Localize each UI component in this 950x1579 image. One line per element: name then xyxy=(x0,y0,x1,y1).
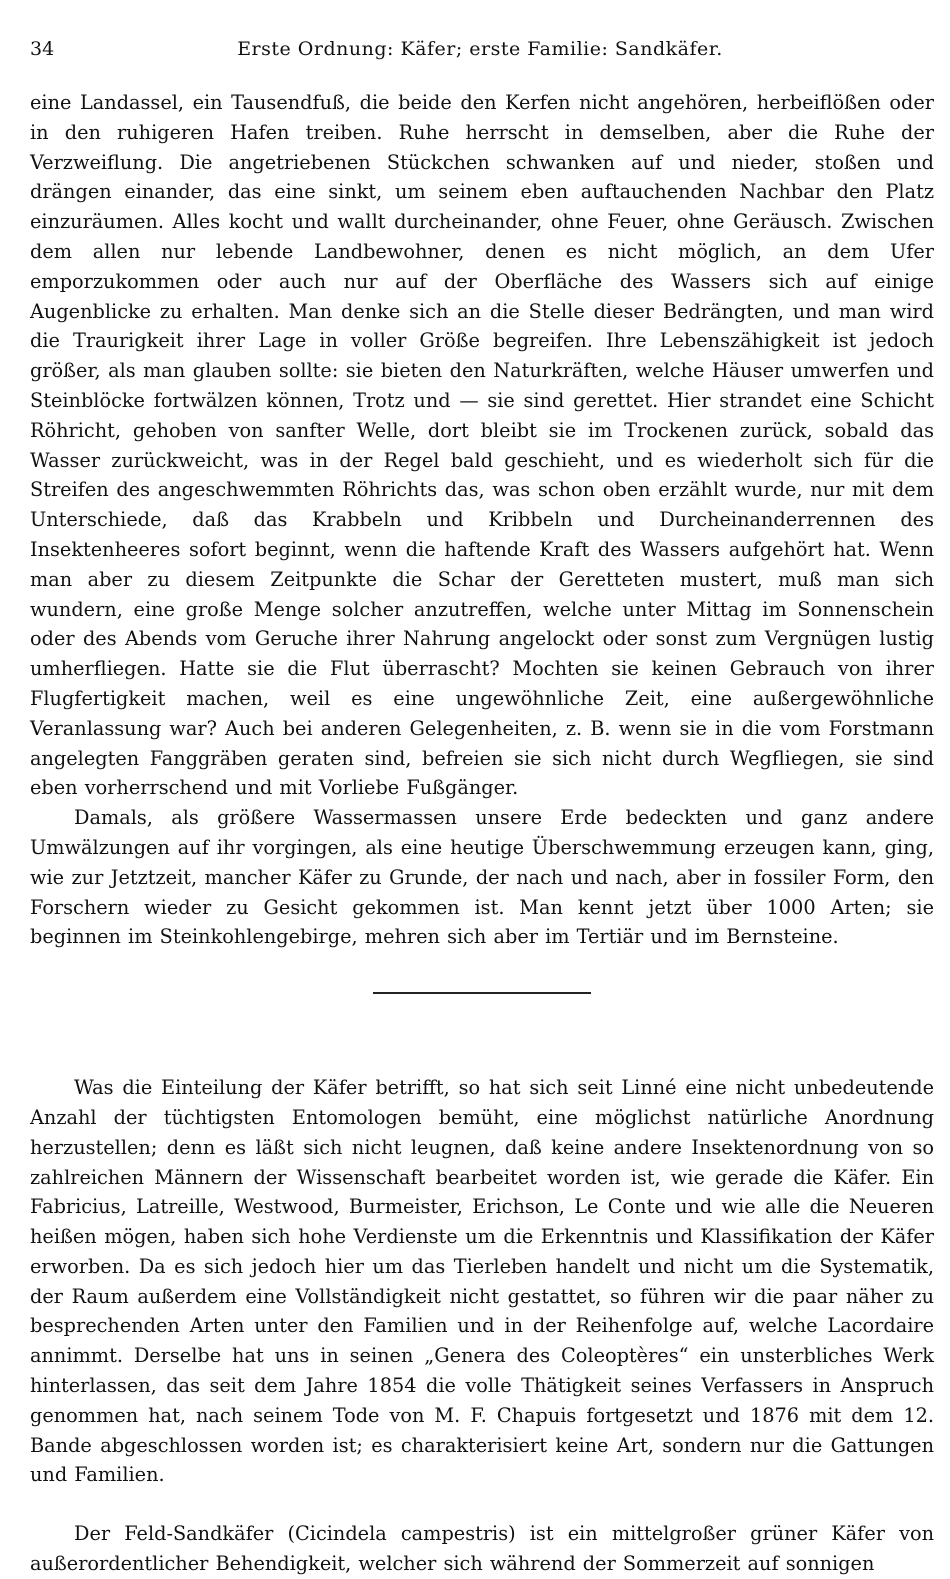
paragraph-flood-survivors: eine Landassel, ein Tausendfuß, die beide den Kerfen nicht angehören, herbeiflößen oder in den ruhigeren Hafen treiben. Ruhe herrscht in demselben, aber die Ruhe der Verzweiflung. Die angetriebenen Stückchen schwanken auf und nieder, stoßen und drängen einander, das eine sinkt, um seinem eben auftauchenden Nachbar den Platz einzuräumen. Alles kocht und wallt durcheinander, ohne Feuer, ohne Geräusch. Zwischen dem allen nur lebende Landbewohner, denen es nicht möglich, an dem Ufer emporzukommen oder auch nur auf der Oberfläche des Wassers sich auf einige Augenblicke zu erhalten. Man denke sich an die Stelle dieser Bedrängten, und man wird die Traurigkeit ihrer Lage in voller Größe begreifen. Ihre Lebenszähigkeit ist jedoch größer, als man glauben sollte: sie bieten den Naturkräften, welche Häuser umwerfen und Steinblöcke fortwälzen können, Trotz und — sie sind gerettet. Hier strandet eine Schicht Röhricht, gehoben von sanfter Welle, dort bleibt sie im Trockenen zurück, sobald das Wasser zurückweicht, was in der Regel bald geschieht, und es wiederholt sich für die Streifen des angeschwemmten Röhrichts das, was schon oben erzählt wurde, nur mit dem Unterschiede, daß das Krabbeln und Kribbeln und Durcheinanderrennen des Insektenheeres sofort beginnt, wenn die haftende Kraft des Wassers aufgehört hat. Wenn man aber zu diesem Zeitpunkte die Schar der Geretteten mustert, muß man sich wundern, eine große Menge solcher anzutreffen, welche unter Mittag im Sonnenschein oder des Abends vom Geruche ihrer Nahrung angelockt oder sonst zum Vergnügen lustig umherfliegen. Hatte sie die Flut überrascht? Mochten sie keinen Gebrauch von ihrer Flugfertigkeit machen, weil es eine ungewöhnliche Zeit, eine außergewöhnliche Veranlassung war? Auch bei anderen Gelegenheiten, z. B. wenn sie in die vom Forstmann angelegten Fanggräben geraten sind, befreien sie sich nicht durch Wegfliegen, sie sind eben vorherrschend und mit Vorliebe Fußgänger. xyxy=(30,91,934,800)
section-divider xyxy=(373,992,591,994)
paragraph-fossil-beetles: Damals, als größere Wassermassen unsere Erde bedeckten und ganz andere Umwälzungen auf ihr vorgingen, als eine heutige Überschwemmung erzeugen kann, ging, wie zur Jetztzeit, mancher Käfer zu Grunde, der nach und nach, aber in fossiler Form, den Forschern wieder zu Gesicht gekommen ist. Man kennt jetzt über 1000 Arten; sie beginnen im Steinkohlengebirge, mehren sich aber im Tertiär und im Bernsteine. xyxy=(30,806,934,949)
paragraph-beetle-classification: Was die Einteilung der Käfer betrifft, so hat sich seit Linné eine nicht unbedeutende Anzahl der tüchtigsten Entomologen bemüht, eine möglichst natürliche Anordnung herzustellen; denn es läßt sich nicht leugnen, daß keine andere Insektenordnung von so zahlreichen Männern der Wissenschaft bearbeitet worden ist, wie gerade die Käfer. Ein Fabricius, Latreille, Westwood, Burmeister, Erichson, Le Conte und wie alle die Neueren heißen mögen, haben sich hohe Verdienste um die Erkenntnis und Klassifikation der Käfer erworben. Da es sich jedoch hier um das Tierleben handelt und nicht um die Systematik, der Raum außerdem eine Vollständigkeit nicht gestattet, so führen wir die paar näher zu besprechenden Arten unter den Familien und in der Reihenfolge auf, welche Lacordaire annimmt. Derselbe hat uns in seinen „Genera des Coleoptères“ ein unsterbliches Werk hinterlassen, das seit dem Jahre 1854 die volle Thätigkeit seines Verfassers in Anspruch genommen hat, nach seinem Tode von M. F. Chapuis fortgesetzt und 1876 mit dem 12. Bande abgeschlossen worden ist; es charakterisiert keine Art, sondern nur die Gattungen und Familien. xyxy=(30,1076,934,1487)
page-body xyxy=(30,88,934,1579)
page-number: 34 xyxy=(30,38,55,60)
running-title: Erste Ordnung: Käfer; erste Familie: Sandkäfer. xyxy=(237,38,723,60)
paragraph-feld-sandkaefer: Der Feld-Sandkäfer (Cicindela campestris) ist ein mittelgroßer grüner Käfer von außerordentlicher Behendigkeit, welcher sich während der Sommerzeit auf sonnigen xyxy=(30,1522,934,1576)
page-header xyxy=(30,38,930,68)
